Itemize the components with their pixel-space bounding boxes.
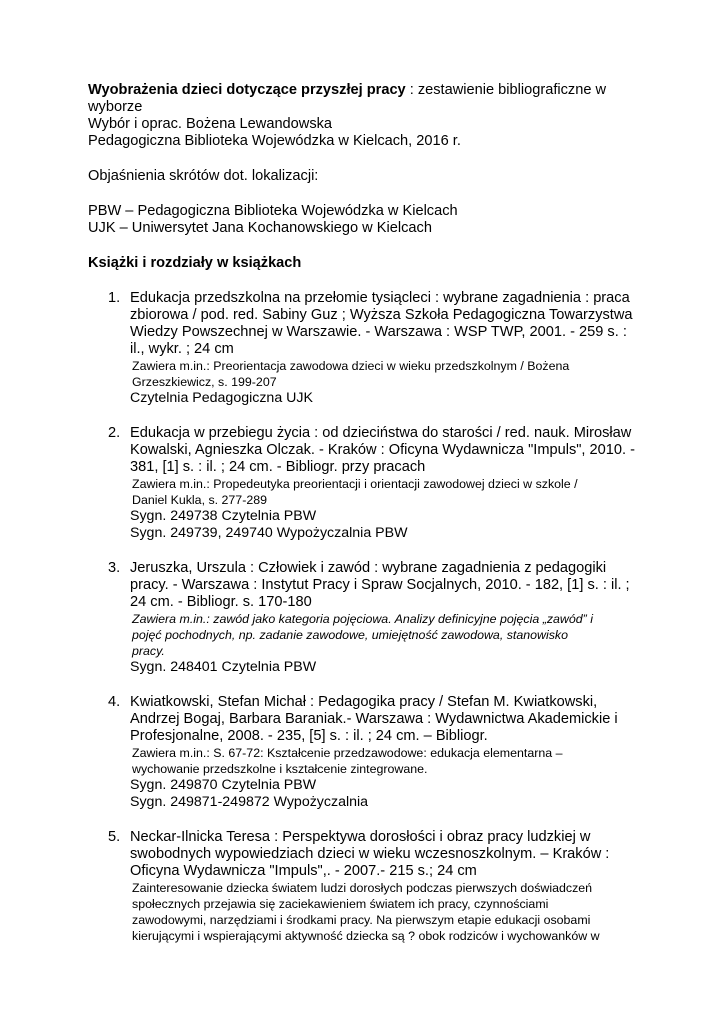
bibliography-list (88, 290, 648, 944)
compiled-by: Wybór i oprac. Bożena Lewandowska (88, 116, 333, 132)
bibliography-entry (108, 560, 648, 676)
entry-note-line: Zawiera m.in.: Preorientacja zawodowa dzieci w wieku przedszkolnym / Bożena (132, 359, 570, 373)
title-rest: : zestawienie bibliograficzne w (405, 82, 607, 98)
entry-note-line: pojęć pochodnych, np. zadanie zawodowe, umiejętność zawodowa, stanowisko (132, 628, 569, 642)
entry-location: Sygn. 249871-249872 Wypożyczalnia (130, 794, 369, 810)
bibliography-entry (108, 829, 648, 944)
entry-citation-line: swobodnych wypowiedziach dzieci w wieku wczesnoszkolnym. – Kraków : (130, 846, 610, 862)
entry-note-line: kierującymi i wspierającymi aktywność dziecka są ? obok rodziców i wychowanków w (132, 929, 600, 943)
entry-citation-line: Kwiatkowski, Stefan Michał : Pedagogika pracy / Stefan M. Kwiatkowski, (130, 694, 598, 710)
title-continuation: wyborze (88, 99, 143, 115)
entry-note-line: Daniel Kukla, s. 277-289 (132, 493, 268, 507)
entry-number: 3. (108, 560, 121, 576)
entry-number: 1. (108, 290, 121, 306)
entry-citation-line: Oficyna Wydawnicza "Impuls",. - 2007.- 215 s.; 24 cm (130, 863, 477, 879)
entry-location: Sygn. 249739, 249740 Wypożyczalnia PBW (130, 525, 408, 541)
section-heading: Książki i rozdziały w książkach (88, 255, 302, 271)
entry-citation-line: 24 cm. - Bibliogr. s. 170-180 (130, 594, 312, 610)
entry-citation-line: Kowalski, Agnieszka Olczak. - Kraków : Oficyna Wydawnicza "Impuls", 2010. - (130, 442, 635, 458)
bibliography-entry (108, 694, 648, 811)
bibliography-entry (108, 290, 648, 407)
entry-location: Sygn. 249738 Czytelnia PBW (130, 508, 317, 524)
entry-citation-line: Neckar-Ilnicka Teresa : Perspektywa dorosłości i obraz pracy ludzkiej w (130, 829, 591, 845)
entry-note-line: Grzeszkiewicz, s. 199-207 (132, 375, 277, 389)
entry-location: Czytelnia Pedagogiczna UJK (130, 390, 313, 406)
entry-location: Sygn. 249870 Czytelnia PBW (130, 777, 317, 793)
entry-note-line: Zawiera m.in.: zawód jako kategoria pojęciowa. Analizy definicyjne pojęcia „zawód” i (132, 612, 593, 626)
entry-citation-line: Edukacja przedszkolna na przełomie tysiącleci : wybrane zagadnienia : praca (130, 290, 630, 306)
publisher: Pedagogiczna Biblioteka Wojewódzka w Kielcach, 2016 r. (88, 133, 461, 149)
entry-note-line: Zainteresowanie dziecka światem ludzi dorosłych podczas pierwszych doświadczeń (132, 881, 593, 895)
entry-note-line: pracy. (132, 644, 165, 658)
bibliography-entry (108, 425, 648, 542)
entry-citation-line: 381, [1] s. : il. ; 24 cm. - Bibliogr. przy pracach (130, 459, 426, 475)
entry-note-line: wychowanie przedszkolne i kształcenie zintegrowane. (132, 762, 428, 776)
entry-number: 5. (108, 829, 121, 845)
entry-note-line: Zawiera m.in.: Propedeutyka preorientacji i orientacji zawodowej dzieci w szkole / (132, 477, 578, 491)
document-body (88, 82, 648, 944)
entry-citation-line: pracy. - Warszawa : Instytut Pracy i Spraw Socjalnych, 2010. - 182, [1] s. : il. ; (130, 577, 630, 593)
entry-note-line: zawodowymi, narzędziami i środkami pracy. Na pierwszym etapie edukacji osobami (132, 913, 591, 927)
entry-location: Sygn. 248401 Czytelnia PBW (130, 659, 317, 675)
entry-number: 4. (108, 694, 121, 710)
title-bold: Wyobrażenia dzieci dotyczące przyszłej pracy (88, 82, 406, 98)
abbreviation-pbw: PBW – Pedagogiczna Biblioteka Wojewódzka w Kielcach (88, 203, 458, 219)
entry-citation-line: Wiedzy Powszechnej w Warszawie. - Warszawa : WSP TWP, 2001. - 259 s. : (130, 324, 627, 340)
abbreviations-heading: Objaśnienia skrótów dot. lokalizacji: (88, 168, 319, 184)
document-title (88, 82, 648, 99)
entry-note-line: Zawiera m.in.: S. 67-72: Kształcenie przedzawodowe: edukacja elementarna – (132, 746, 563, 760)
entry-citation-line: Profesjonalne, 2008. - 235, [5] s. : il. ; 24 cm. – Bibliogr. (130, 728, 488, 744)
entry-number: 2. (108, 425, 121, 441)
entry-citation-line: il., wykr. ; 24 cm (130, 341, 234, 357)
entry-citation-line: Andrzej Bogaj, Barbara Baraniak.- Warszawa : Wydawnictwa Akademickie i (130, 711, 618, 727)
entry-citation-line: Edukacja w przebiegu życia : od dzieciństwa do starości / red. nauk. Mirosław (130, 425, 632, 441)
entry-note-line: społecznych przejawia się zaciekawieniem światem ich pracy, czynnościami (132, 897, 549, 911)
entry-citation-line: zbiorowa / pod. red. Sabiny Guz ; Wyższa Szkoła Pedagogiczna Towarzystwa (130, 307, 633, 323)
entry-citation-line: Jeruszka, Urszula : Człowiek i zawód : wybrane zagadnienia z pedagogiki (130, 560, 607, 576)
abbreviation-ujk: UJK – Uniwersytet Jana Kochanowskiego w Kielcach (88, 220, 432, 236)
